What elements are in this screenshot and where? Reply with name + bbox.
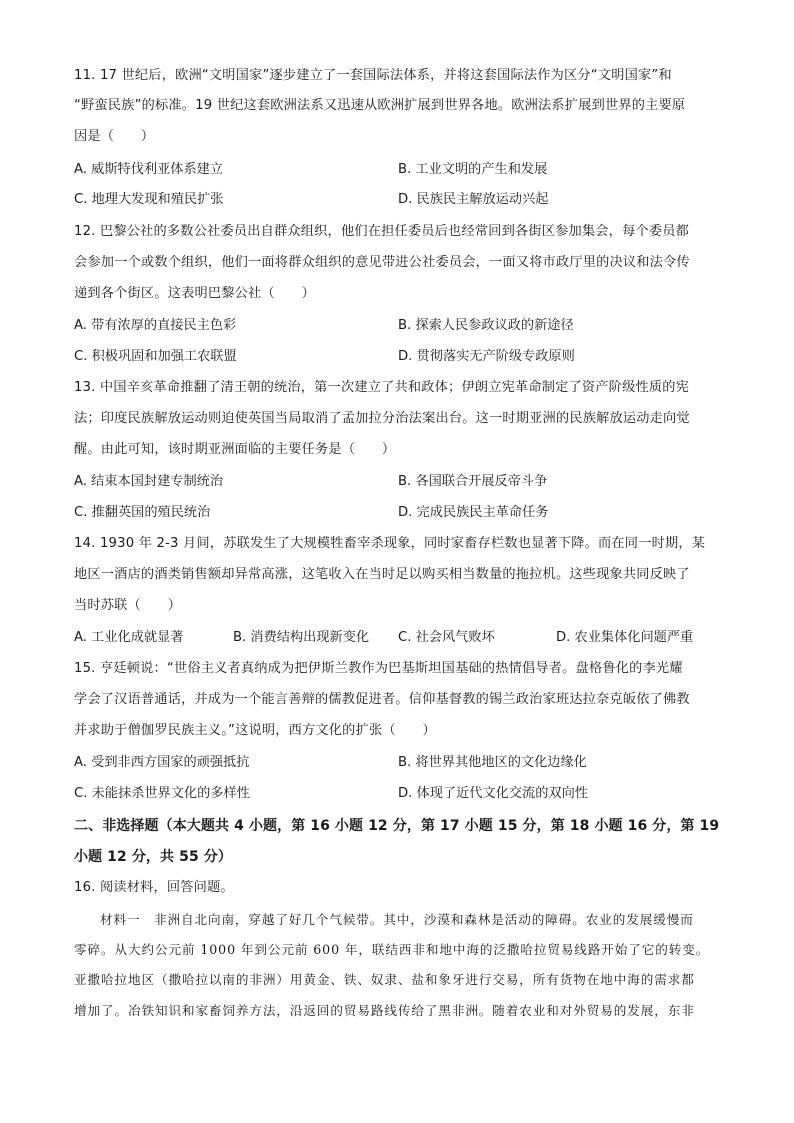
q12-option-c: C. 积极巩固和加强工农联盟 (74, 349, 237, 364)
q11-option-b: B. 工业文明的产生和发展 (398, 162, 548, 177)
section-heading-line-1: 二、非选择题（本大题共 4 小题，第 16 小题 12 分，第 17 小题 15 分，第 18 小题 16 分，第 19 (74, 818, 720, 834)
q13-option-b: B. 各国联合开展反帝斗争 (398, 474, 548, 489)
q15-option-a: A. 受到非西方国家的顽强抵抗 (74, 755, 250, 770)
q12-option-d: D. 贯彻落实无产阶级专政原则 (398, 349, 575, 364)
q12-option-a: A. 带有浓厚的直接民主色彩 (74, 318, 237, 333)
q13-stem-line-1: 13. 中国辛亥革命推翻了清王朝的统治，第一次建立了共和政体；伊朗立宪革命制定了资产阶级性质的宪 (74, 380, 690, 395)
q16-material-line-3: 亚撒哈拉地区（撒哈拉以南的非洲）用黄金、铁、奴隶、盐和象牙进行交易，所有货物在地中海的需求都 (74, 972, 695, 987)
q15-option-b: B. 将世界其他地区的文化边缘化 (398, 755, 587, 770)
q16-material-line-4: 增加了。冶铁知识和家畜饲养方法，沿返回的贸易路线传给了黑非洲。随着农业和对外贸易的发展，东非 (74, 1003, 695, 1018)
q13-stem-line-3: 醒。由此可知，该时期亚洲面临的主要任务是（ ） (74, 442, 396, 457)
q15-option-d: D. 体现了近代文化交流的双向性 (398, 786, 588, 801)
q16-material-line-1: 材料一 非洲自北向南，穿越了好几个气候带。其中，沙漠和森林是活动的障碍。农业的发展缓慢而 (100, 912, 694, 927)
q14-stem-line-2: 地区一酒店的酒类销售额却异常高涨，这笔收入在当时足以购买相当数量的拖拉机。这些现象共同反映了 (74, 567, 690, 582)
q12-stem-line-2: 会参加一个或数个组织，他们一面将群众组织的意见带进公社委员会，一面又将市政厅里的决议和法令传 (74, 255, 690, 270)
q11-option-c: C. 地理大发现和殖民扩张 (74, 192, 224, 207)
section-heading-line-2: 小题 12 分，共 55 分） (74, 849, 232, 865)
q13-option-c: C. 推翻英国的殖民统治 (74, 505, 211, 520)
q12-stem-line-1: 12. 巴黎公社的多数公社委员出自群众组织，他们在担任委员后也经常回到各街区参加集会，每个委员都 (74, 224, 690, 239)
q16-material-line-2: 零碎。从大约公元前 1000 年到公元前 600 年，联结西非和地中海的泛撒哈拉贸易线路开始了它的转变。 (74, 942, 710, 957)
q14-option-b: B. 消费结构出现新变化 (233, 630, 370, 645)
q14-option-c: C. 社会风气败坏 (398, 630, 495, 645)
q11-stem-line-1: 11. 17 世纪后，欧洲“文明国家”逐步建立了一套国际法体系，并将这套国际法作为区分“文明国家”和 (74, 68, 672, 83)
q15-option-c: C. 未能抹杀世界文化的多样性 (74, 786, 250, 801)
q11-option-a: A. 威斯特伐利亚体系建立 (74, 162, 224, 177)
q12-stem-line-3: 递到各个街区。这表明巴黎公社（ ） (74, 286, 315, 301)
q14-option-d: D. 农业集体化问题严重 (556, 630, 694, 645)
q14-stem-line-1: 14. 1930 年 2-3 月间，苏联发生了大规模牲畜宰杀现象，同时家畜存栏数也显著下降。而在同一时期，某 (74, 536, 706, 551)
q11-stem-line-3: 因是（ ） (74, 129, 155, 144)
q15-stem-line-1: 15. 亨廷顿说：“世俗主义者真纳成为把伊斯兰教作为巴基斯坦国基础的热情倡导者。盘格鲁化的李光耀 (74, 661, 683, 676)
q13-option-a: A. 结束本国封建专制统治 (74, 474, 224, 489)
q13-stem-line-2: 法；印度民族解放运动则迫使英国当局取消了孟加拉分治法案出台。这一时期亚洲的民族解放运动走向觉 (74, 411, 690, 426)
q12-option-b: B. 探索人民参政议政的新途径 (398, 318, 574, 333)
q14-option-a: A. 工业化成就显著 (74, 630, 184, 645)
q16-stem: 16. 阅读材料，回答问题。 (74, 880, 234, 895)
q15-stem-line-3: 并求助于僧伽罗民族主义。”这说明，西方文化的扩张（ ） (74, 723, 436, 738)
q11-option-d: D. 民族民主解放运动兴起 (398, 192, 549, 207)
q13-option-d: D. 完成民族民主革命任务 (398, 505, 549, 520)
q14-stem-line-3: 当时苏联（ ） (74, 598, 182, 613)
q15-stem-line-2: 学会了汉语普通话，并成为一个能言善辩的儒教促进者。信仰基督教的锡兰政治家班达拉奈克皈依了佛教 (74, 692, 690, 707)
q11-stem-line-2: “野蛮民族”的标准。19 世纪这套欧洲法系又迅速从欧洲扩展到世界各地。欧洲法系扩展到世界的主要原 (74, 98, 686, 113)
